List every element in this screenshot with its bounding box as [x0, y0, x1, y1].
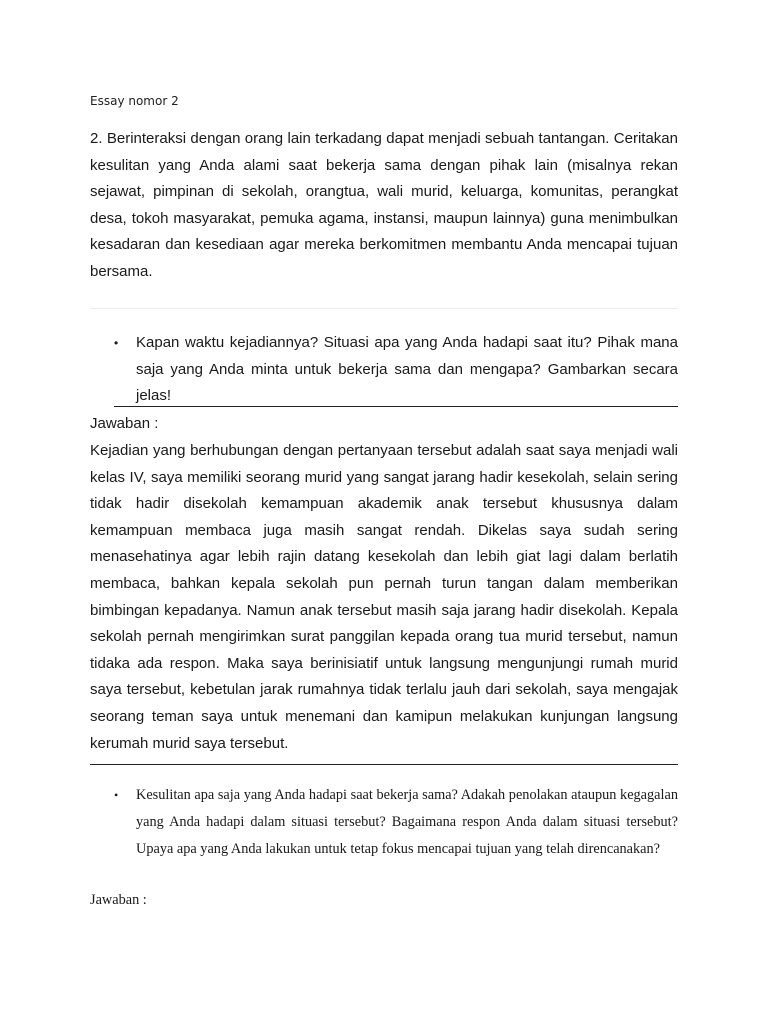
answer-label-1: Jawaban : — [90, 415, 159, 432]
prompt-list-2 — [114, 782, 678, 862]
essay-heading: Essay nomor 2 — [90, 94, 179, 108]
question-text: 2. Berinteraksi dengan orang lain terkadang dapat menjadi sebuah tantangan. Ceritakan kesulitan yang Anda alami saat bekerja sama dengan pihak lain (misalnya rekan sejawat, pimpinan di sekolah, orangtua, wali murid, keluarga, komunitas, perangkat desa, tokoh masyarakat, pemuka agama, instansi, maupun lainnya) guna menimbulkan kesadaran dan kesediaan agar mereka berkomitmen membantu Anda mencapai tujuan bersama. — [90, 130, 678, 280]
faint-divider — [90, 308, 678, 309]
bullet-icon: • — [114, 336, 119, 350]
prompt-list-1 — [114, 330, 678, 410]
prompt-item-2 — [114, 782, 678, 862]
divider-line-1 — [114, 406, 678, 407]
answer-text-1: Kejadian yang berhubungan dengan pertanyaan tersebut adalah saat saya menjadi wali kelas IV, saya memiliki seorang murid yang sangat jarang hadir kesekolah, selain sering tidak hadir disekolah kemampuan akademik anak tersebut khususnya dalam kemampuan membaca juga masih sangat rendah. Dikelas saya sudah sering menasehatinya agar lebih rajin datang kesekolah dan lebih giat lagi dalam berlatih membaca, bahkan kepala sekolah pun pernah turun tangan dalam memberikan bimbingan kepadanya. Namun anak tersebut masih saja jarang hadir disekolah. Kepala sekolah pernah mengirimkan surat panggilan kepada orang tua murid tersebut, namun tidaka ada respon. Maka saya berinisiatif untuk langsung mengunjungi rumah murid saya tersebut, kebetulan jarak rumahnya tidak terlalu jauh dari sekolah, saya mengajak seorang teman saya untuk menemani dan kamipun melakukan kunjungan langsung kerumah murid saya tersebut. — [90, 442, 678, 752]
prompt-text-1: Kapan waktu kejadiannya? Situasi apa yang Anda hadapi saat itu? Pihak mana saja yang Anda minta untuk bekerja sama dan mengapa? Gambarkan secara jelas! — [136, 334, 678, 404]
prompt-item-1 — [114, 330, 678, 410]
answer-label-2: Jawaban : — [90, 892, 147, 908]
divider-line-2 — [90, 764, 678, 765]
prompt-text-2: Kesulitan apa saja yang Anda hadapi saat bekerja sama? Adakah penolakan ataupun kegagalan yang Anda hadapi dalam situasi tersebut? Bagaimana respon Anda dalam situasi tersebut? Upaya apa yang Anda lakukan untuk tetap fokus mencapai tujuan yang telah direncanakan? — [136, 787, 678, 857]
bullet-icon: • — [114, 788, 119, 802]
